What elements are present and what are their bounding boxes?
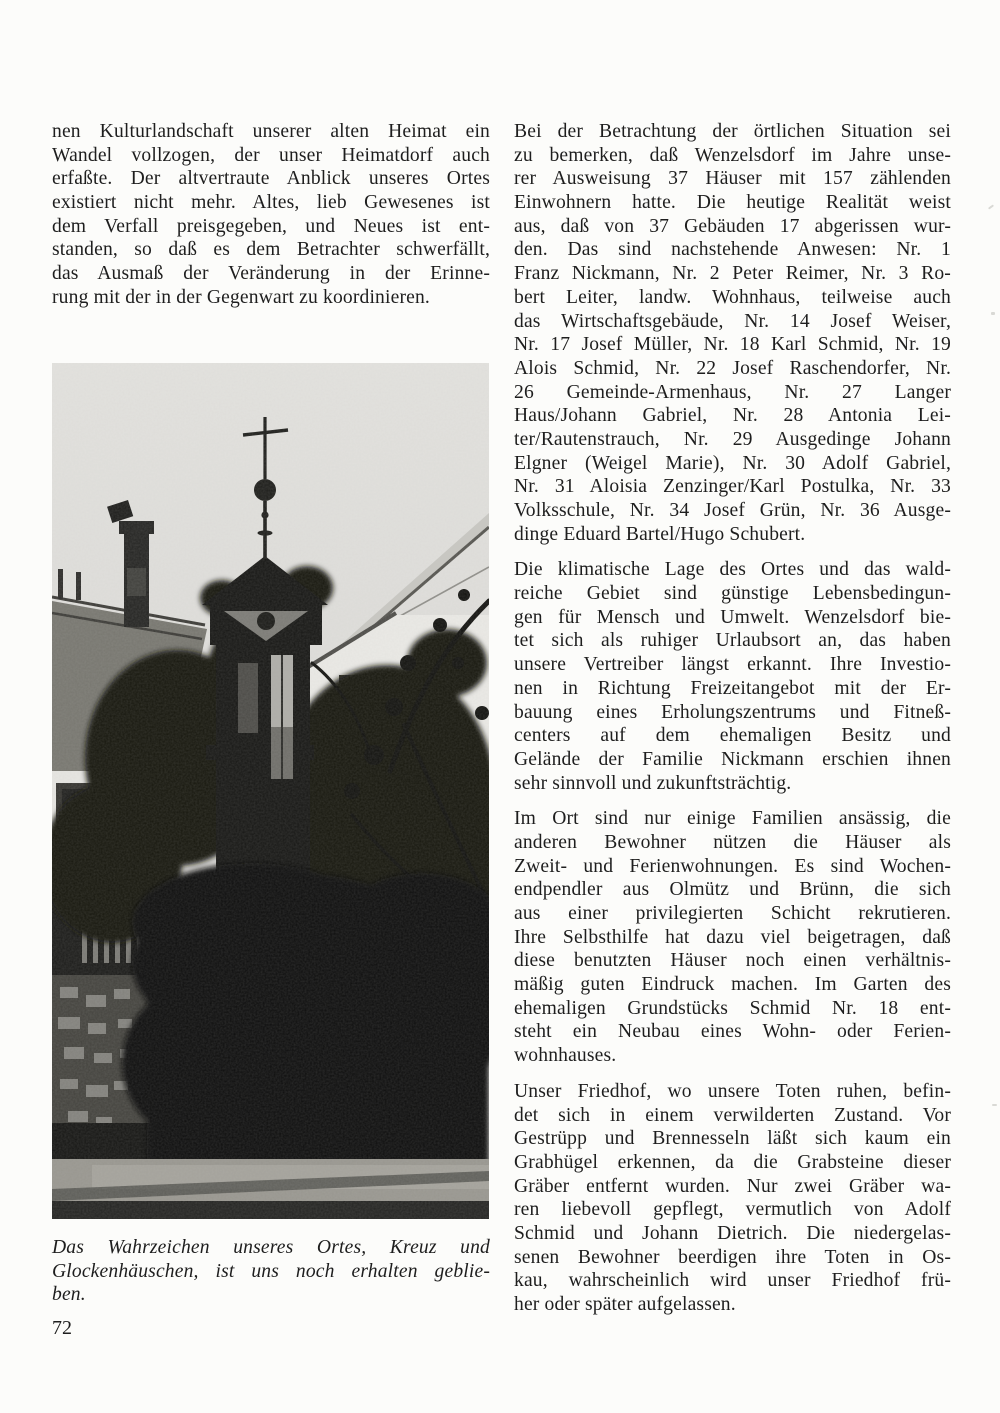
- scan-speck: [988, 204, 994, 209]
- text-line: aus einer privilegierten Schicht rekrutieren.: [514, 903, 951, 924]
- text-line: endpendler aus Olmütz und Brünn, die sich: [514, 879, 951, 901]
- text-line: das Wirtschaftsgebäude, Nr. 14 Josef Weiser,: [514, 310, 951, 332]
- text-line: Nr. 31 Aloisia Zenzinger/Karl Postulka, Nr. 33: [514, 476, 951, 498]
- text-line: Glockenhäuschen, ist uns noch erhalten geblie-: [52, 1260, 490, 1282]
- text-line: Die klimatische Lage des Ortes und das wald-: [514, 559, 951, 581]
- text-line: tet sich als ruhiger Urlaubsort an, das haben: [514, 630, 951, 652]
- text-line: reiche Gebiet sind günstige Lebensbedingun-: [514, 583, 951, 605]
- photo-caption: [52, 1236, 490, 1307]
- text-line: Wandel vollzogen, der unser Heimatdorf auch: [52, 144, 490, 166]
- text-line: Grabhügel erkennen, da die Grabsteine dieser: [514, 1151, 951, 1173]
- text-line: her oder später aufgelassen.: [514, 1294, 736, 1315]
- text-line: det sich in einem verwilderten Zustand. Vor: [514, 1104, 951, 1126]
- page-number: 72: [52, 1317, 72, 1339]
- right-paragraph-3: [514, 807, 951, 1068]
- text-line: standen, so daß es dem Betrachter schwerfällt,: [52, 239, 490, 261]
- text-line: existiert nicht mehr. Altes, lieb Gewesenes ist: [52, 192, 490, 214]
- text-line: kau, wahrscheinlich wird unser Friedhof frü-: [514, 1270, 951, 1292]
- text-line: diese benutzten Häuser noch einen verhältnis-: [514, 950, 951, 972]
- text-line: wohnhauses.: [514, 1045, 617, 1067]
- left-paragraph: [52, 120, 490, 310]
- scan-speck: [992, 1104, 997, 1106]
- right-paragraph-2: [514, 558, 951, 795]
- text-line: Haus/Johann Gabriel, Nr. 28 Antonia Lei-: [514, 405, 951, 427]
- text-line: zu bemerken, daß Wenzelsdorf im Jahre unse-: [514, 144, 951, 166]
- text-line: 26 Gemeinde-Armenhaus, Nr. 27 Langer: [514, 381, 951, 403]
- text-line: Volksschule, Nr. 34 Josef Grün, Nr. 36 Ausge-: [514, 500, 951, 521]
- text-line: nen in Richtung Freizeitangebot mit der Er-: [514, 677, 951, 699]
- text-line: nen Kulturlandschaft unserer alten Heimat ein: [52, 121, 490, 142]
- text-line: Das Wahrzeichen unseres Ortes, Kreuz und: [52, 1237, 490, 1258]
- text-line: dem Verfall preisgegeben, und Neues ist ent-: [52, 215, 490, 237]
- text-line: Bei der Betrachtung der örtlichen Situation sei: [514, 121, 951, 142]
- text-line: Nr. 17 Josef Müller, Nr. 18 Karl Schmid, Nr. 19: [514, 334, 951, 356]
- text-line: centers auf dem ehemaligen Besitz und: [514, 725, 951, 747]
- text-line: Gelände der Familie Nickmann erschien ihnen: [514, 748, 951, 770]
- text-line: ter/Rautenstrauch, Nr. 29 Ausgedinge Johann: [514, 428, 951, 450]
- text-line: ben.: [52, 1284, 86, 1306]
- text-line: sehr sinnvoll und zukunftsträchtig.: [514, 772, 792, 794]
- text-line: unsere Vertreiber längst erkannt. Ihre Investio-: [514, 654, 951, 676]
- right-paragraph-1: [514, 120, 951, 546]
- right-paragraph-4: [514, 1080, 951, 1317]
- text-line: ehemaligen Grundstücks Schmid Nr. 18 ent-: [514, 997, 951, 1019]
- text-line: Schmid und Johann Dietrich. Die niedergelas-: [514, 1222, 951, 1244]
- right-column: [514, 120, 951, 1329]
- text-line: rer Ausweisung 37 Häuser mit 157 zählenden: [514, 168, 951, 190]
- text-line: anderen Bewohner nützen die Häuser als: [514, 831, 951, 853]
- text-line: Im Ort sind nur einige Familien ansässig, die: [514, 808, 951, 830]
- text-line: gen für Mensch und Umwelt. Wenzelsdorf bie-: [514, 606, 951, 628]
- text-line: Franz Nickmann, Nr. 2 Peter Reimer, Nr. 3 Ro-: [514, 263, 951, 285]
- text-line: mäßig guten Eindruck machen. Im Garten des: [514, 974, 951, 996]
- text-line: Ihre Selbsthilfe hat dazu viel beigetragen, daß: [514, 926, 951, 948]
- text-line: steht ein Neubau eines Wohn- oder Ferien-: [514, 1021, 951, 1043]
- text-line: Unser Friedhof, wo unsere Toten ruhen, befin-: [514, 1080, 951, 1102]
- text-line: Gräber entfernt wurden. Nur zwei Gräber wa-: [514, 1175, 951, 1197]
- text-line: rung mit der in der Gegenwart zu koordinieren.: [52, 286, 430, 308]
- text-line: aus, daß von 37 Gebäuden 17 abgerissen wur-: [514, 215, 951, 237]
- text-line: Zweit- und Ferienwohnungen. Es sind Wochen-: [514, 855, 951, 877]
- text-line: Gestrüpp und Brennesseln läßt sich kaum ein: [514, 1128, 951, 1150]
- text-line: dinge Eduard Bartel/Hugo Schubert.: [514, 523, 806, 545]
- text-line: den. Das sind nachstehende Anwesen: Nr. 1: [514, 239, 951, 261]
- scan-speck: [991, 312, 995, 315]
- text-line: das Ausmaß der Veränderung in der Erinne-: [52, 263, 490, 285]
- text-line: bauung eines Erholungszentrums und Fitneß-: [514, 701, 951, 723]
- left-column: [52, 120, 490, 1410]
- photo-grain-overlay: [52, 363, 489, 1219]
- text-line: erfaßte. Der altvertraute Anblick unseres Ortes: [52, 168, 490, 190]
- photo-artwork: [52, 363, 489, 1219]
- text-line: Alois Schmid, Nr. 22 Josef Raschendorfer, Nr.: [514, 357, 951, 379]
- text-line: senen Bewohner beerdigen ihre Toten in Os-: [514, 1246, 951, 1268]
- text-line: bert Leiter, landw. Wohnhaus, teilweise auch: [514, 286, 951, 308]
- text-line: Einwohnern hatte. Die heutige Realität weist: [514, 192, 951, 214]
- text-line: ren liebevoll gepflegt, vermutlich von Adolf: [514, 1199, 951, 1221]
- text-line: Elgner (Weigel Marie), Nr. 30 Adolf Gabriel,: [514, 452, 951, 474]
- photo-kreuz-glockenhaeuschen: [52, 363, 489, 1219]
